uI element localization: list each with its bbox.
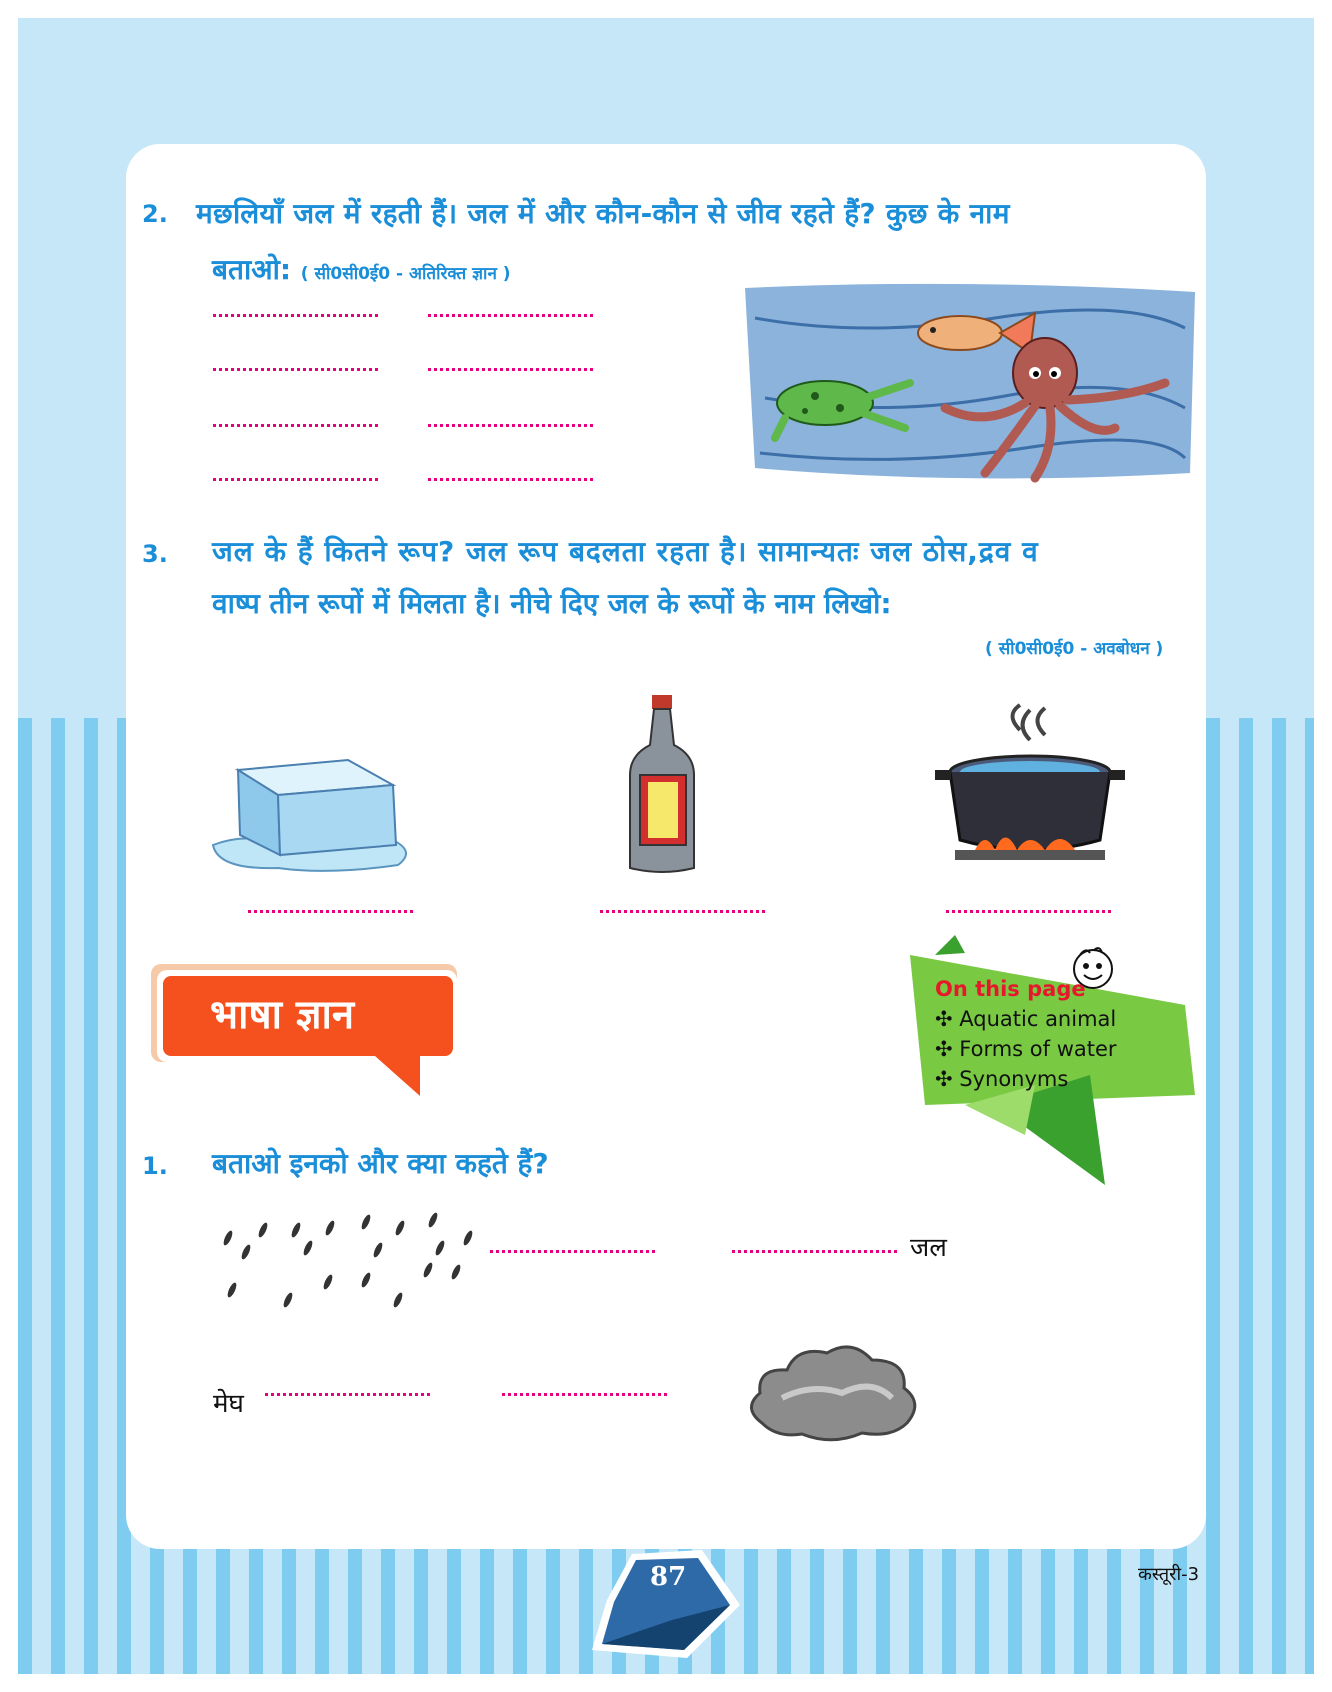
- page-number: 87: [650, 1562, 687, 1592]
- answer-line[interactable]: [490, 1250, 655, 1253]
- q3-text-line2: वाष्प तीन रूपों में मिलता है। नीचे दिए जल के रूपों के नाम लिखो:: [212, 587, 892, 620]
- q3-number: 3.: [142, 540, 168, 568]
- answer-line[interactable]: [213, 424, 378, 427]
- q2-text-line1: मछलियाँ जल में रहती हैं। जल में और कौन-कौन से जीव रहते हैं? कुछ के नाम: [196, 197, 1010, 230]
- note-item: ✣ Forms of water: [935, 1037, 1117, 1061]
- cloud-icon: [742, 1338, 922, 1448]
- answer-line[interactable]: [600, 910, 765, 913]
- answer-line[interactable]: [732, 1250, 897, 1253]
- answer-line[interactable]: [248, 910, 413, 913]
- aquatic-scene: [745, 278, 1195, 488]
- answer-line[interactable]: [265, 1393, 430, 1396]
- note-heading: On this page: [935, 977, 1086, 1001]
- q2-text-line2: [212, 250, 511, 288]
- q3-text-line1: जल के हैं कितने रूप? जल रूप बदलता रहता है। सामान्यतः जल ठोस,द्रव व: [212, 535, 1039, 568]
- section-title: भाषा ज्ञान: [210, 992, 355, 1038]
- answer-line[interactable]: [213, 478, 378, 481]
- steaming-pot-icon: [935, 700, 1125, 870]
- rain-drops-icon: [218, 1210, 478, 1310]
- ice-block-icon: [208, 740, 418, 880]
- answer-line[interactable]: [428, 368, 593, 371]
- answer-line[interactable]: [428, 478, 593, 481]
- row1-suffix: जल: [910, 1233, 947, 1263]
- lang-q1-text: बताओ इनको और क्या कहते हैं?: [212, 1147, 549, 1180]
- q2-tag: ( सी0सी0ई0 - अतिरिक्त ज्ञान ): [300, 264, 511, 284]
- answer-line[interactable]: [946, 910, 1111, 913]
- answer-line[interactable]: [502, 1393, 667, 1396]
- answer-line[interactable]: [428, 314, 593, 317]
- book-name: कस्तूरी-3: [1138, 1564, 1200, 1585]
- answer-line[interactable]: [213, 368, 378, 371]
- note-item: ✣ Synonyms: [935, 1067, 1069, 1091]
- answer-line[interactable]: [213, 314, 378, 317]
- bottle-icon: [622, 690, 702, 880]
- lang-q1-number: 1.: [142, 1152, 168, 1180]
- q3-tag: ( सी0सी0ई0 - अवबोधन ): [985, 639, 1164, 659]
- answer-line[interactable]: [428, 424, 593, 427]
- q2-text-line2-label: बताओ:: [212, 253, 292, 286]
- note-item: ✣ Aquatic animal: [935, 1007, 1117, 1031]
- q2-number: 2.: [142, 200, 168, 228]
- row2-prefix: मेघ: [213, 1389, 244, 1419]
